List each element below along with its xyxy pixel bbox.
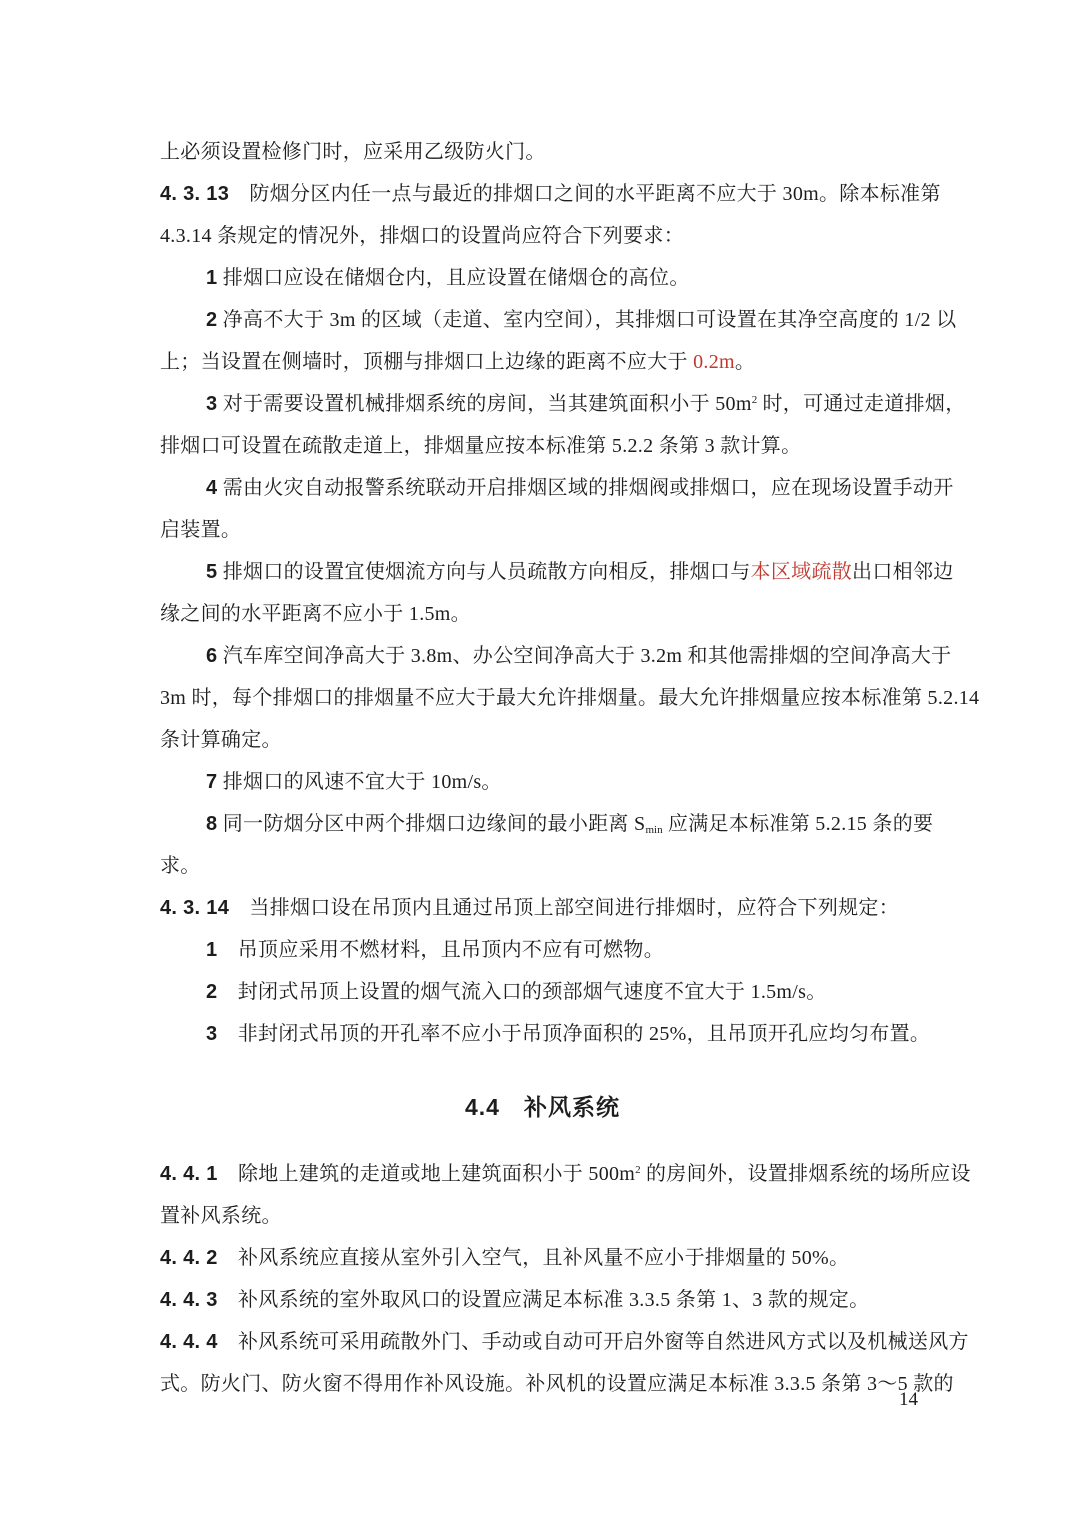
item-4-3-13-4-line1	[160, 467, 954, 509]
document-body	[160, 131, 980, 1405]
clause-4-3-13-line1	[160, 173, 941, 215]
subscript: min	[645, 823, 663, 836]
text-segment: 上；当设置在侧墙时，顶棚与排烟口上边缘的距离不应大于	[160, 351, 694, 373]
text-segment: 式。防火门、防火窗不得用作补风设施。补风机的设置应满足本标准 3.3.5 条第 3～5 款的	[160, 1373, 954, 1395]
clause-number: 4. 3. 13	[160, 183, 230, 205]
text-segment: 当排烟口设在吊顶内且通过吊顶上部空间进行排烟时，应符合下列规定：	[229, 897, 900, 919]
clause-number: 4. 4. 4	[160, 1331, 218, 1353]
item-4-3-13-2-line1	[160, 299, 957, 341]
text-segment: 的房间外，设置排烟系统的场所应设	[640, 1163, 971, 1185]
clause-number: 4. 3. 14	[160, 897, 230, 919]
text-segment: 汽车库空间净高大于 3.8m、办公空间净高大于 3.2m 和其他需排烟的空间净高大于	[217, 645, 952, 667]
clause-number: 3	[206, 1023, 218, 1045]
text-segment: 净高不大于 3m 的区域（走道、室内空间），其排烟口可设置在其净空高度的 1/2 以	[217, 309, 957, 331]
item-4-3-13-2-line2	[160, 341, 925, 383]
clause-4-3-13-line2	[160, 215, 925, 257]
text-segment: 启装置。	[160, 519, 242, 541]
text-segment: 求。	[160, 855, 201, 877]
clause-4-4-1-line2	[160, 1195, 925, 1237]
clause-number: 7	[206, 771, 218, 793]
section-heading-4-4	[160, 1077, 925, 1137]
highlighted-red-text: 0.2m	[693, 351, 735, 373]
item-4-3-13-5-line1	[160, 551, 954, 593]
clause-4-4-1-line1	[160, 1153, 971, 1195]
text-segment: 封闭式吊顶上设置的烟气流入口的颈部烟气速度不宜大于 1.5m/s。	[217, 981, 827, 1003]
text-segment: 应满足本标准第 5.2.15 条的要	[662, 813, 934, 835]
item-4-3-13-8-line1	[160, 803, 934, 845]
text-segment: 非封闭式吊顶的开孔率不应小于吊顶净面积的 25%，且吊顶开孔应均匀布置。	[217, 1023, 931, 1045]
item-4-3-13-3-line2	[160, 425, 925, 467]
item-4-3-13-7	[160, 761, 925, 803]
clause-4-4-3	[160, 1279, 925, 1321]
item-4-3-13-1	[160, 257, 925, 299]
clause-4-4-4-line2	[160, 1363, 954, 1405]
clause-4-3-14	[160, 887, 925, 929]
text-segment: 。	[734, 351, 756, 373]
text-segment: 补风系统可采用疏散外门、手动或自动可开启外窗等自然进风方式以及机械送风方	[217, 1331, 969, 1353]
text-segment: 对于需要设置机械排烟系统的房间，当其建筑面积小于 50m	[217, 393, 752, 415]
item-4-3-14-3	[160, 1013, 931, 1055]
text-segment: 除地上建筑的走道或地上建筑面积小于 500m	[217, 1163, 636, 1185]
clause-number: 1	[206, 939, 218, 961]
text-segment: 上必须设置检修门时，应采用乙级防火门。	[160, 141, 546, 163]
item-4-3-13-3-line1	[160, 383, 966, 425]
text-segment: 缘之间的水平距离不应小于 1.5m。	[160, 603, 471, 625]
clause-4-4-2	[160, 1237, 925, 1279]
text-segment: 需由火灾自动报警系统联动开启排烟区域的排烟阀或排烟口，应在现场设置手动开	[217, 477, 954, 499]
item-4-3-14-1	[160, 929, 925, 971]
text-segment: 条计算确定。	[160, 729, 282, 751]
item-4-3-13-8-line2	[160, 845, 925, 887]
clause-4-4-4-line1	[160, 1321, 969, 1363]
superscript: 2	[751, 394, 758, 407]
para-continuation-fire-door	[160, 131, 925, 173]
clause-number: 4. 4. 2	[160, 1247, 218, 1269]
text-segment: 置补风系统。	[160, 1205, 282, 1227]
text-segment: 排烟口可设置在疏散走道上，排烟量应按本标准第 5.2.2 条第 3 款计算。	[160, 435, 802, 457]
clause-number: 2	[206, 981, 218, 1003]
clause-number: 6	[206, 645, 218, 667]
clause-number: 3	[206, 393, 218, 415]
text-segment: 排烟口的设置宜使烟流方向与人员疏散方向相反，排烟口与	[217, 561, 751, 583]
text-segment: 补风系统应直接从室外引入空气，且补风量不应小于排烟量的 50%。	[217, 1247, 850, 1269]
text-segment: 吊顶应采用不燃材料，且吊顶内不应有可燃物。	[217, 939, 665, 961]
text-segment: 4.4 补风系统	[465, 1094, 620, 1120]
clause-number: 5	[206, 561, 218, 583]
text-segment: 4.3.14 条规定的情况外，排烟口的设置尚应符合下列要求：	[160, 225, 684, 247]
text-segment: 补风系统的室外取风口的设置应满足本标准 3.3.5 条第 1、3 款的规定。	[217, 1289, 870, 1311]
item-4-3-13-6-line2	[160, 677, 980, 719]
text-segment: 防烟分区内任一点与最近的排烟口之间的水平距离不应大于 30m。除本标准第	[229, 183, 941, 205]
clause-number: 4	[206, 477, 218, 499]
item-4-3-14-2	[160, 971, 925, 1013]
superscript: 2	[635, 1164, 641, 1177]
text-segment: 排烟口应设在储烟仓内，且应设置在储烟仓的高位。	[217, 267, 690, 289]
clause-number: 2	[206, 309, 218, 331]
clause-number: 4. 4. 1	[160, 1163, 218, 1185]
text-segment: 3m 时，每个排烟口的排烟量不应大于最大允许排烟量。最大允许排烟量应按本标准第 5.2.14	[160, 687, 980, 709]
text-segment: 同一防烟分区中两个排烟口边缘间的最小距离 S	[217, 813, 646, 835]
clause-number: 4. 4. 3	[160, 1289, 218, 1311]
text-segment: 时，可通过走道排烟，	[757, 393, 966, 415]
clause-number: 1	[206, 267, 218, 289]
item-4-3-13-6-line1	[160, 635, 952, 677]
clause-number: 8	[206, 813, 218, 835]
item-4-3-13-5-line2	[160, 593, 925, 635]
page-number: 14	[899, 1389, 918, 1410]
highlighted-red-text: 本区域疏散	[750, 561, 853, 583]
item-4-3-13-6-line3	[160, 719, 925, 761]
item-4-3-13-4-line2	[160, 509, 925, 551]
text-segment: 排烟口的风速不宜大于 10m/s。	[217, 771, 502, 793]
text-segment: 出口相邻边	[852, 561, 954, 583]
